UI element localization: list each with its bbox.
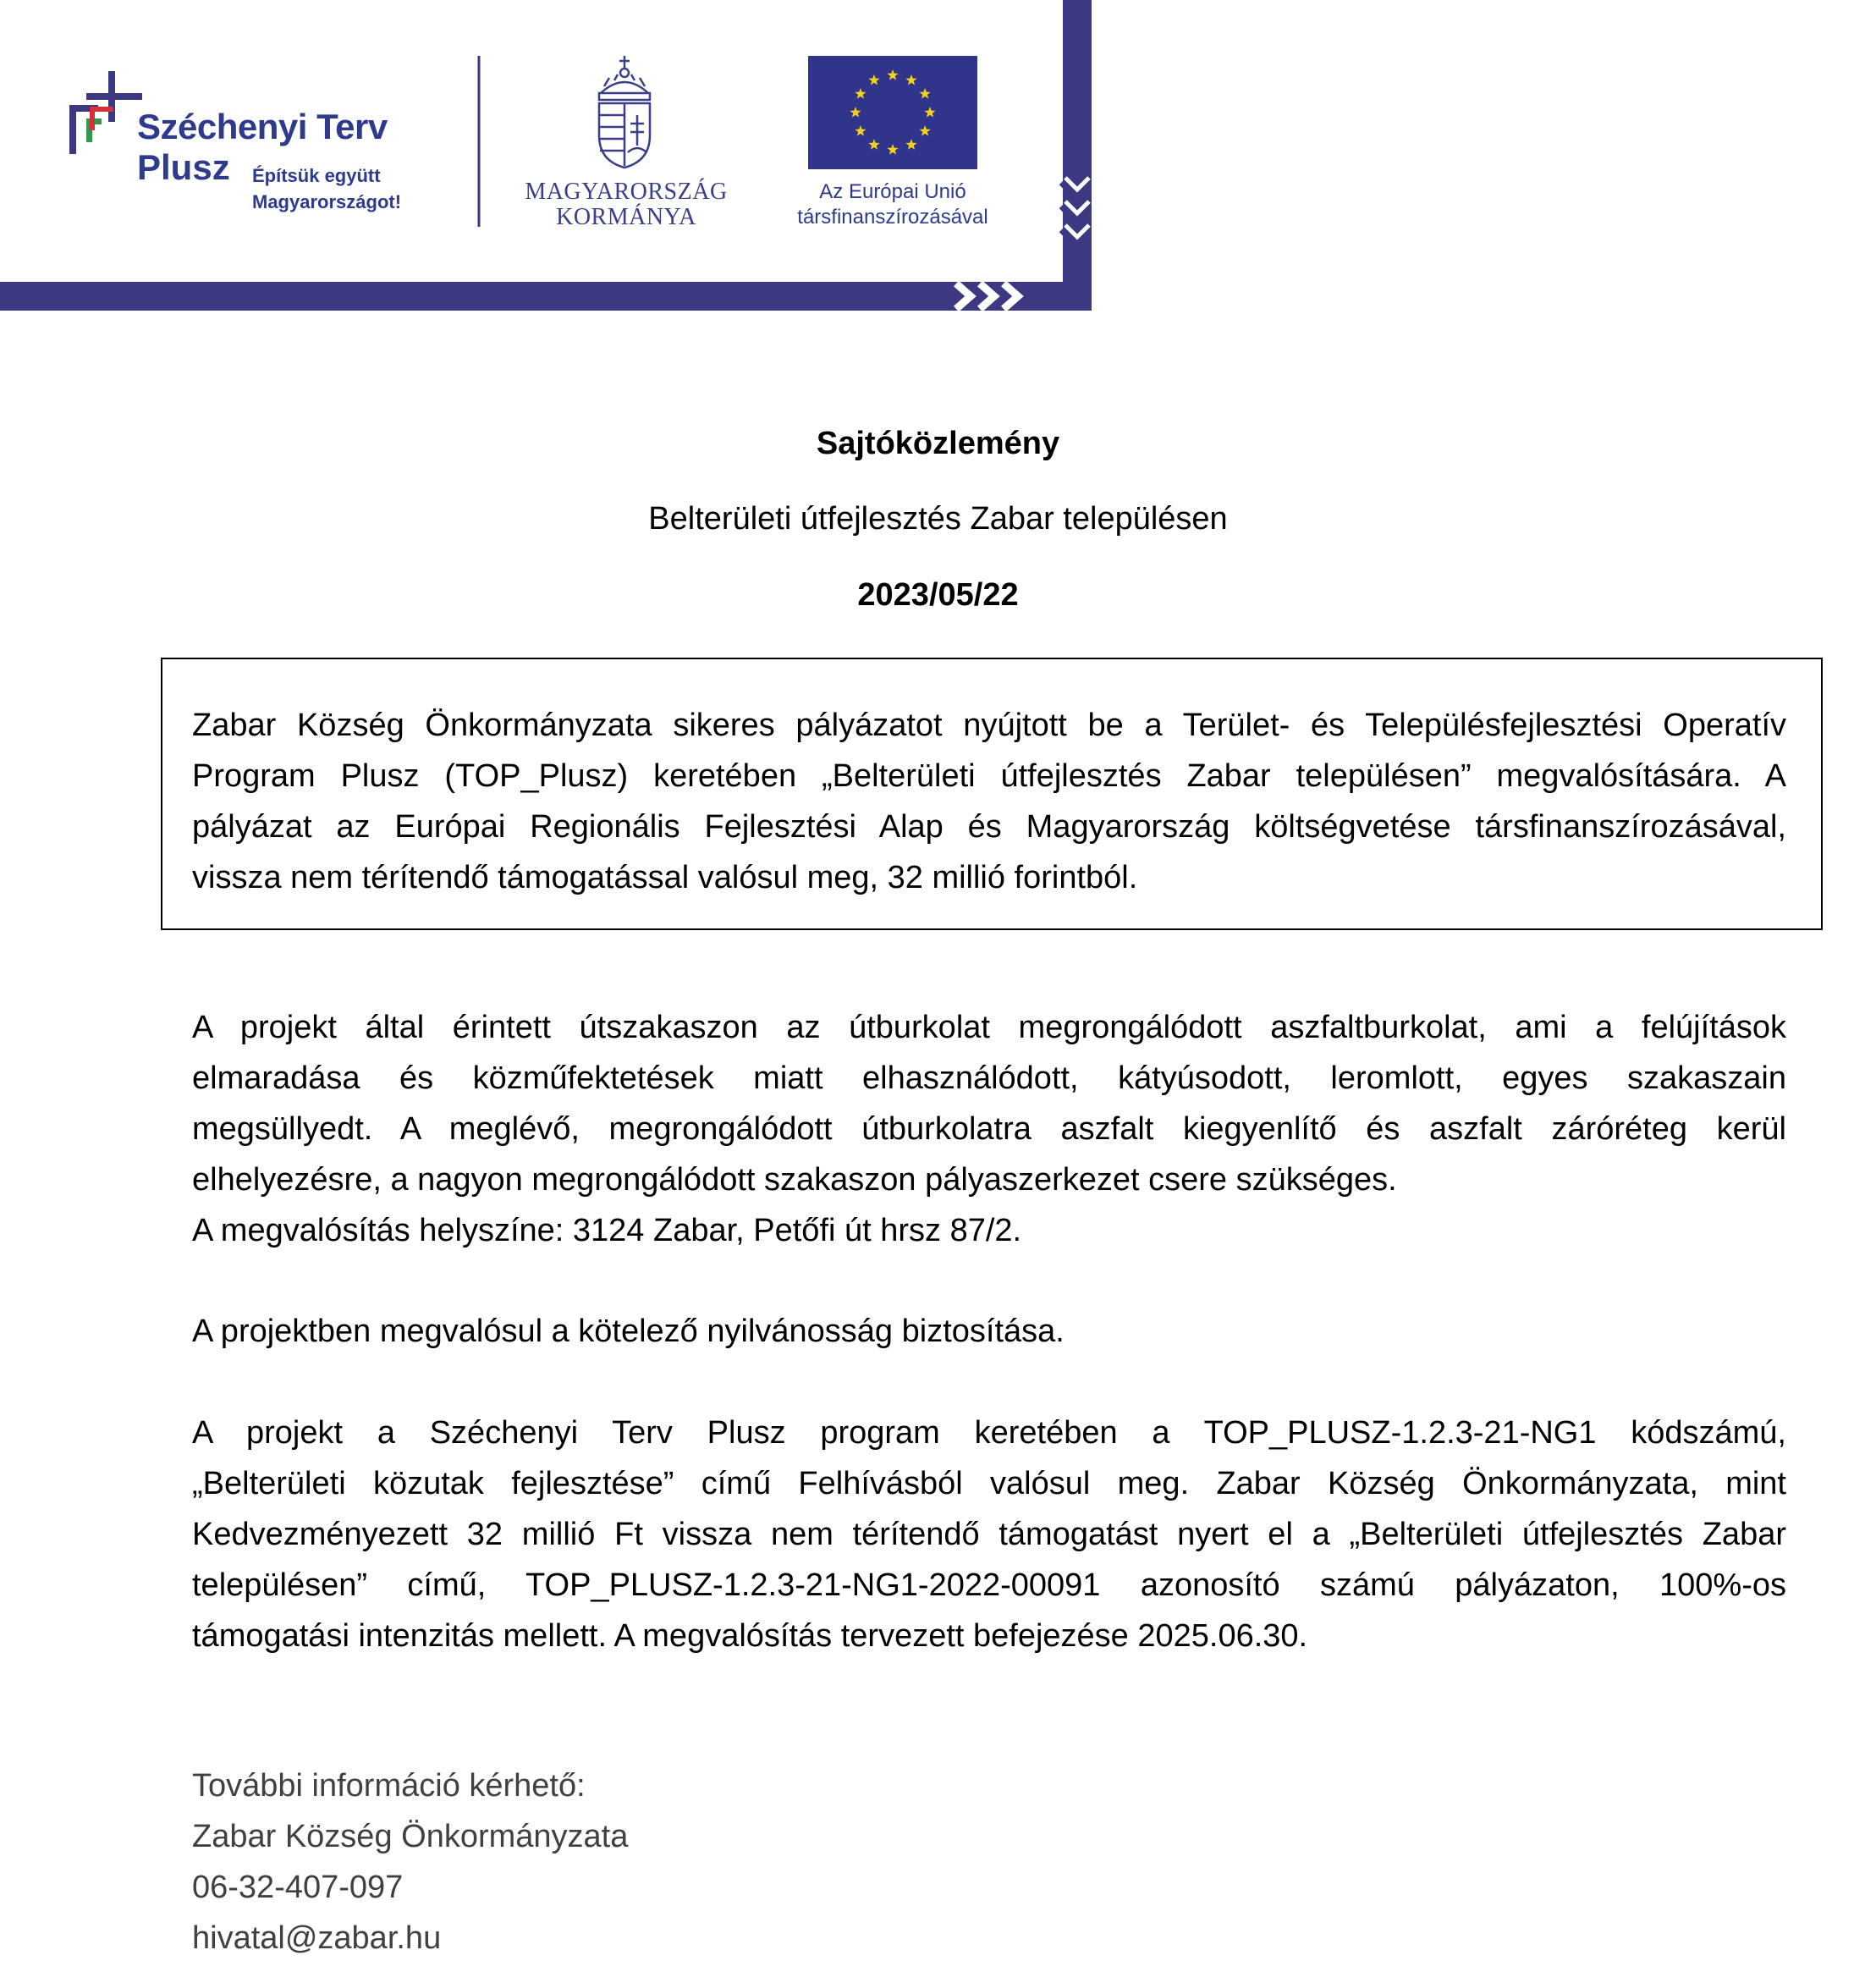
project-line: elhelyezésre, a nagyon megrongálódott szakaszon pályaszerkezet csere szükséges. (192, 1162, 1397, 1198)
summary-line: Zabar Község Önkormányzata sikeres pályázatot nyújtott be a Terület- és Településfejlesztési Operatív (192, 708, 1786, 743)
contact-organization: Zabar Község Önkormányzata (192, 1819, 629, 1854)
contact-label: További információ kérhető: (192, 1768, 586, 1804)
szechenyi-cross-icon (52, 68, 146, 161)
funding-line: A projekt a Széchenyi Terv Plusz program keretében a TOP_PLUSZ-1.2.3-21-NG1 kódszámú, (192, 1415, 1786, 1451)
government-logo-text (525, 179, 728, 230)
project-location: A megvalósítás helyszíne: 3124 Zabar, Petőfi út hrsz 87/2. (192, 1213, 1022, 1248)
eu-flag-icon (808, 56, 977, 169)
funding-line: támogatási intenzitás mellett. A megvalósítás tervezett befejezése 2025.06.30. (192, 1618, 1308, 1654)
eu-logo-line-2: társfinanszírozásával (797, 206, 988, 229)
project-line: elmaradása és közműfektetések miatt elhasználódott, kátyúsodott, leromlott, egyes szakaszain (192, 1060, 1786, 1096)
contact-block (192, 1760, 628, 1964)
slogan-line-1: Építsük együtt (252, 165, 381, 186)
document-subtitle: Belterületi útfejlesztés Zabar településen (648, 501, 1228, 537)
eu-logo-line-1: Az Európai Unió (819, 180, 966, 203)
header-banner (0, 0, 1092, 313)
funding-paragraph (192, 1407, 1786, 1661)
document-title: Sajtóközlemény (816, 426, 1060, 461)
publicity-paragraph: A projektben megvalósul a kötelező nyilvánosság biztosítása. (192, 1314, 1065, 1349)
government-logo-line-1: MAGYARORSZÁG (525, 179, 728, 205)
project-line: A projekt által érintett útszakaszon az útburkolat megrongálódott aszfaltburkolat, ami a felújítások (192, 1010, 1786, 1045)
funding-line: településen” című, TOP_PLUSZ-1.2.3-21-NG1-2022-00091 azonosító számú pályázaton, 100%-os (192, 1567, 1786, 1603)
summary-paragraph (192, 700, 1786, 903)
szechenyi-logo-slogan (252, 162, 401, 215)
document-date: 2023/05/22 (857, 577, 1019, 613)
government-logo-line-2: KORMÁNYA (556, 204, 696, 230)
summary-line: Program Plusz (TOP_Plusz) keretében „Belterületi útfejlesztés Zabar településen” megvalósítására. A (192, 758, 1786, 794)
slogan-line-2: Magyarországot! (252, 191, 402, 212)
summary-line: pályázat az Európai Regionális Fejlesztési Alap és Magyarország költségvetése társfinanszírozásával, (192, 809, 1786, 845)
project-line: megsüllyedt. A meglévő, megrongálódott útburkolatra aszfalt kiegyenlítő és aszfalt záróréteg kerül (192, 1111, 1786, 1147)
funding-line: „Belterületi közutak fejlesztése” című Felhívásból valósul meg. Zabar Község Önkormányzata, mint (192, 1466, 1786, 1501)
project-paragraph (192, 1002, 1786, 1256)
summary-line: vissza nem térítendő támogatással valósul meg, 32 millió forintból. (192, 860, 1138, 895)
hungarian-coat-of-arms-icon (592, 54, 657, 171)
szechenyi-logo-title: Széchenyi Terv (137, 107, 388, 146)
contact-phone: 06-32-407-097 (192, 1870, 404, 1905)
eu-logo-text (762, 179, 1024, 230)
contact-email[interactable]: hivatal@zabar.hu (192, 1920, 442, 1956)
funding-line: Kedvezményezett 32 millió Ft vissza nem térítendő támogatást nyert el a „Belterületi útfejlesztés Zabar (192, 1517, 1786, 1552)
szechenyi-logo-plus: Plusz (137, 147, 230, 187)
